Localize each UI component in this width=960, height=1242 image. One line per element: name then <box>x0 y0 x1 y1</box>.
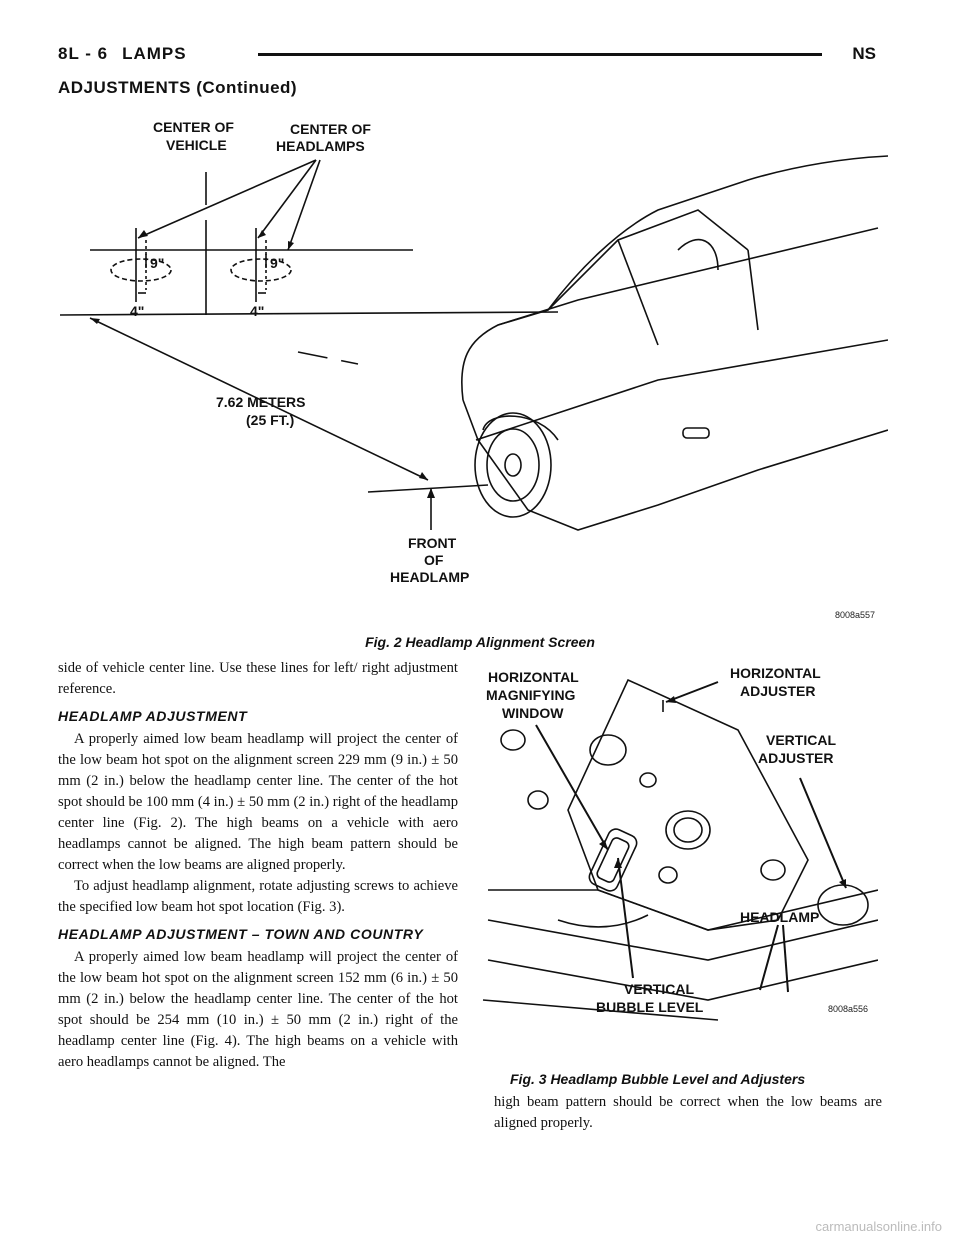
model-code: NS <box>852 44 876 63</box>
label-center-vehicle-2: VEHICLE <box>166 137 227 153</box>
label-distance-meters: 7.62 METERS <box>216 394 306 410</box>
label-va-2: ADJUSTER <box>758 750 834 766</box>
continued-heading: ADJUSTMENTS (Continued) <box>58 78 298 97</box>
label-hmw-1: HORIZONTAL <box>488 669 579 685</box>
paragraph-adjustment: A properly aimed low beam headlamp will project the center of the low beam hot spot on the alignment screen 229 mm (9 in.) ± 50 mm (2 in.) below the headlamp center line. The center of the hot spot should be 100 mm (4 in.) ± 50 mm (2 in.) right of the headlamp center line (Fig. 2). The high beams on a vehicle with aero headlamps cannot be aligned. The high beam pattern should be correct when the low beams are aligned properly. <box>58 731 458 873</box>
label-dim-4-right: 4" <box>250 303 265 319</box>
fig3-caption: Fig. 3 Headlamp Bubble Level and Adjusters <box>510 1071 806 1087</box>
label-va-1: VERTICAL <box>766 732 836 748</box>
fig2-code: 8008a557 <box>835 610 876 620</box>
fig2-caption: Fig. 2 Headlamp Alignment Screen <box>365 634 595 650</box>
label-center-vehicle-1: CENTER OF <box>153 119 234 135</box>
fig3-code: 8008a556 <box>828 1004 869 1014</box>
header-rule <box>258 53 822 56</box>
label-dim-9-right: 9" <box>270 255 285 271</box>
fig2-illustration <box>58 110 888 630</box>
label-hmw-2: MAGNIFYING <box>486 687 576 703</box>
watermark: carmanualsonline.info <box>815 1219 942 1234</box>
label-distance-feet: (25 FT.) <box>246 412 295 428</box>
right-column <box>494 1092 882 1134</box>
paragraph-adjust-screws: To adjust headlamp alignment, rotate adjusting screws to achieve the specified low beam hot spot location (Fig. 3). <box>58 878 458 915</box>
label-center-headlamps-1: CENTER OF <box>290 121 371 137</box>
label-hmw-3: WINDOW <box>502 705 564 721</box>
label-ha-1: HORIZONTAL <box>730 665 821 681</box>
label-headlamp: HEADLAMP <box>740 909 820 925</box>
page-header <box>58 44 876 66</box>
label-vbl-1: VERTICAL <box>624 981 694 997</box>
paragraph-continued: side of vehicle center line. Use these lines for left/ right adjustment reference. <box>58 660 458 697</box>
header-left <box>58 44 201 64</box>
label-front-3: HEADLAMP <box>390 569 470 585</box>
label-center-headlamps-2: HEADLAMPS <box>276 138 365 154</box>
heading-headlamp-adjustment: HEADLAMP ADJUSTMENT <box>58 708 248 724</box>
section-number: 8L - 6 <box>58 44 109 63</box>
label-front-2: OF <box>424 552 444 568</box>
heading-town-country: HEADLAMP ADJUSTMENT – TOWN AND COUNTRY <box>58 926 424 942</box>
paragraph-right-continued: high beam pattern should be correct when the low beams are aligned properly. <box>494 1094 882 1131</box>
label-dim-4-left: 4" <box>130 303 145 319</box>
paragraph-town-country: A properly aimed low beam headlamp will project the center of the low beam hot spot on the alignment screen 152 mm (6 in.) ± 50 mm (2 in.) below the headlamp center line. The center of the hot spot should be 254 mm (10 in.) ± 50 mm (2 in.) right of the headlamp center line (Fig. 4). The high beams on a vehicle with aero headlamps cannot be aligned. The <box>58 949 458 1070</box>
label-vbl-2: BUBBLE LEVEL <box>596 999 704 1015</box>
left-column <box>58 658 458 1073</box>
label-ha-2: ADJUSTER <box>740 683 816 699</box>
section-title: LAMPS <box>122 44 187 63</box>
label-front-1: FRONT <box>408 535 457 551</box>
fig3-illustration <box>478 660 878 1070</box>
label-dim-9-left: 9" <box>150 255 165 271</box>
